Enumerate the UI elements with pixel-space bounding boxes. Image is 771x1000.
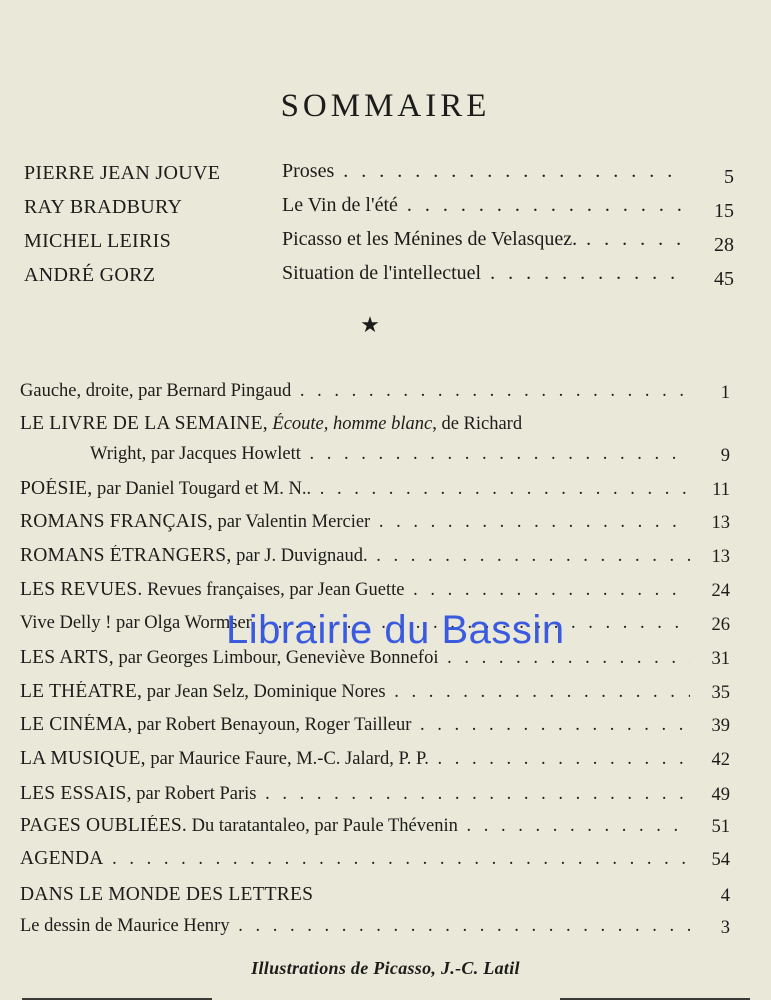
book-title: Écoute, homme blanc xyxy=(272,414,433,434)
section-heading: ROMANS FRANÇAIS, xyxy=(20,511,213,532)
toc-label xyxy=(20,848,690,870)
author-name: MICHEL LEIRIS xyxy=(24,230,172,252)
toc-label xyxy=(20,815,690,837)
page-number: 13 xyxy=(711,547,730,567)
entry-text: par Robert Benayoun, Roger Tailleur xyxy=(132,715,412,735)
section-heading: LES REVUES. xyxy=(20,579,143,600)
toc-entry-livre-cont[interactable] xyxy=(90,444,730,474)
section-heading: DANS LE MONDE DES LETTRES xyxy=(20,884,314,905)
toc-entry-essais[interactable] xyxy=(20,783,730,813)
toc-entry-theatre[interactable] xyxy=(20,681,730,711)
author-name: PIERRE JEAN JOUVE xyxy=(24,162,221,184)
toc-entry-musique[interactable] xyxy=(20,748,730,778)
toc-entry-dessin[interactable] xyxy=(20,916,730,946)
illustrations-credit: Illustrations de Picasso, J.-C. Latil xyxy=(251,958,520,978)
page-number: 5 xyxy=(724,166,734,188)
toc-label xyxy=(20,916,690,937)
section-heading: PAGES OUBLIÉES. xyxy=(20,815,187,836)
entry-text: Revues françaises, par Jean Guette xyxy=(142,580,405,600)
page-number: 45 xyxy=(714,268,734,290)
page-number: 39 xyxy=(711,716,730,736)
entry-text: par Daniel Tougard et M. N.. xyxy=(92,479,312,499)
page-number: 35 xyxy=(711,683,730,703)
author-name: ANDRÉ GORZ xyxy=(24,264,156,286)
watermark: Librairie du Bassin xyxy=(226,608,565,652)
toc-entry-monde[interactable] xyxy=(20,884,730,914)
entry-text: Le dessin de Maurice Henry xyxy=(20,916,230,936)
section-heading: LE THÉATRE, xyxy=(20,681,143,702)
author-title: Picasso et les Ménines de Velasquez. . . . xyxy=(282,228,682,251)
author-name: RAY BRADBURY xyxy=(24,196,183,218)
section-heading: AGENDA xyxy=(20,848,104,869)
toc-label xyxy=(20,783,690,805)
page-number: 13 xyxy=(711,513,730,533)
page-number: 54 xyxy=(711,850,730,870)
toc-entry-livre[interactable] xyxy=(20,413,730,443)
toc-label xyxy=(20,681,690,703)
entry-text: , de Richard xyxy=(432,414,523,434)
page-number: 51 xyxy=(711,817,730,837)
author-row[interactable] xyxy=(24,264,734,294)
page-number: 4 xyxy=(720,886,730,906)
toc-entry-romans-francais[interactable] xyxy=(20,511,730,541)
page-number: 3 xyxy=(720,918,730,938)
entry-text: par Maurice Faure, M.-C. Jalard, P. P. xyxy=(145,749,429,769)
toc-label xyxy=(20,579,690,601)
toc-entry-pages-oubliees[interactable] xyxy=(20,815,730,845)
toc-label xyxy=(20,884,690,906)
toc-entry-revues[interactable] xyxy=(20,579,730,609)
toc-label xyxy=(90,444,690,465)
author-title: Situation de l'intellectuel . . . xyxy=(282,262,682,285)
entry-text: par Valentin Mercier xyxy=(212,512,371,532)
section-heading: POÉSIE, xyxy=(20,478,93,499)
section-heading: LE CINÉMA, xyxy=(20,714,133,735)
toc-label xyxy=(20,413,730,435)
author-title: Le Vin de l'été . . . xyxy=(282,194,682,217)
page-number: 11 xyxy=(712,480,730,500)
toc-entry-poesie[interactable] xyxy=(20,478,730,508)
page-number: 26 xyxy=(711,615,730,635)
entry-text: Wright, par Jacques Howlett xyxy=(90,444,301,464)
page-number: 1 xyxy=(720,383,730,403)
page-number: 28 xyxy=(714,234,734,256)
entry-text: par Robert Paris xyxy=(131,784,257,804)
entry-text: Du taratantaleo, par Paule Thévenin xyxy=(186,816,458,836)
section-heading: ROMANS ÉTRANGERS, xyxy=(20,545,232,566)
author-title: Proses . . . xyxy=(282,160,682,183)
section-heading: LES ARTS, xyxy=(20,647,114,668)
entry-text: par Georges Limbour, Geneviève Bonnefoi xyxy=(113,648,439,668)
page-number: 15 xyxy=(714,200,734,222)
toc-entry-romans-etrangers[interactable] xyxy=(20,545,730,575)
toc-label xyxy=(20,714,690,736)
entry-text: Gauche, droite, par Bernard Pingaud xyxy=(20,381,292,401)
entry-text: par Jean Selz, Dominique Nores xyxy=(142,682,386,702)
section-heading: LES ESSAIS, xyxy=(20,783,132,804)
author-row[interactable] xyxy=(24,196,734,226)
toc-entry-agenda[interactable] xyxy=(20,848,730,878)
toc-entry-cinema[interactable] xyxy=(20,714,730,744)
page-number: 49 xyxy=(711,785,730,805)
section-heading: LE LIVRE DE LA SEMAINE, xyxy=(20,413,268,434)
page-number: 31 xyxy=(711,649,730,669)
toc-label xyxy=(20,748,690,770)
toc-label xyxy=(20,511,690,533)
author-row[interactable] xyxy=(24,162,734,192)
toc-label xyxy=(20,545,690,567)
entry-text: Vive Delly ! par Olga Wormser xyxy=(20,613,252,633)
toc-label xyxy=(20,478,690,500)
toc-label xyxy=(20,381,690,402)
page-title: SOMMAIRE xyxy=(280,88,491,124)
author-row[interactable] xyxy=(24,230,734,260)
page-number: 42 xyxy=(711,750,730,770)
section-heading: LA MUSIQUE, xyxy=(20,748,146,769)
toc-entry-gauche[interactable] xyxy=(20,381,730,411)
page-number: 9 xyxy=(720,446,730,466)
page-number: 24 xyxy=(711,581,730,601)
star-separator: ★ xyxy=(360,312,380,337)
entry-text: par J. Duvignaud. xyxy=(231,546,368,566)
